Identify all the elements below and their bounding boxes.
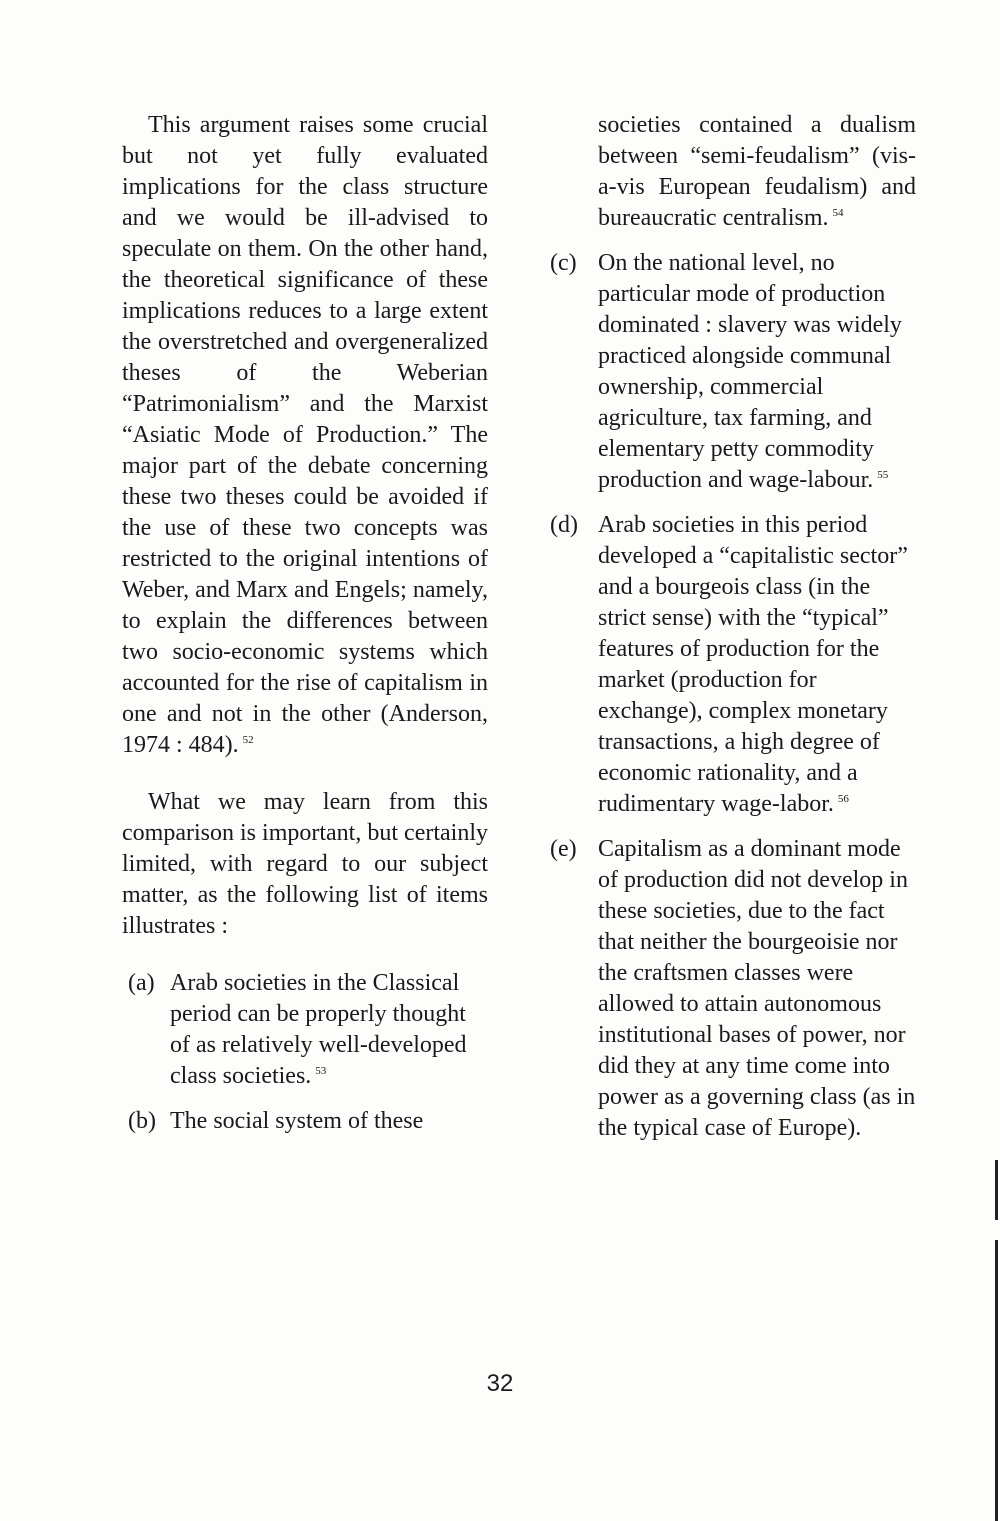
list-item-d	[550, 510, 916, 820]
list-marker: (c)	[550, 250, 577, 276]
footnote-ref: 56	[837, 793, 849, 805]
list-marker: (d)	[550, 512, 578, 538]
paragraph-argument: This argument raises some crucial but not yet fully evaluated implications for the class structure and we would be ill-advised to speculate on them. On the other hand, the theoretical significance of these implications reduces to a large extent the overstretched and overgeneralized theses of the Weberian “Patrimonialism” and the Marxist “Asiatic Mode of Production.” The major part of the debate concerning these two theses could be avoided if the use of these two concepts was restricted to the original intentions of Weber, and Marx and Engels; namely, to explain the differences between two socio-economic systems which accounted for the rise of capitalism in one and not in the other (Anderson, 1974 : 484). $^{52}$	[122, 112, 488, 758]
list-item-text: The social system of these	[170, 1108, 424, 1134]
list-item-text: Arab societies in this period developed a “capitalistic sector” and a bourgeois class (in the strict sense) with the “typical” features of production for the market (production for exchange), complex monetary transactions, a high degree of economic rationality, and a rudimentary wage-labor. $^{56}$	[598, 512, 908, 817]
list-item-a	[128, 968, 488, 1092]
paragraph-comparison: What we may learn from this comparison is important, but certainly limited, with regard to our subject matter, as the following list of items illustrates :	[122, 789, 488, 939]
list-marker: (a)	[128, 970, 155, 996]
scan-edge-mark	[995, 1160, 998, 1220]
page-number: 32	[486, 1370, 514, 1397]
list-marker: (b)	[128, 1108, 156, 1134]
footnote-ref: 53	[315, 1065, 327, 1077]
scan-edge-mark	[995, 1240, 998, 1521]
list-item-c	[550, 248, 916, 496]
list-item-e	[550, 834, 916, 1144]
list-item-b-continuation: societies contained a dualism between “semi-feudalism” (vis-a-vis European feudalism) and bureaucratic centralism. $^{54}$	[598, 112, 916, 231]
footnote-ref: 55	[877, 469, 889, 481]
footnote-ref: 52	[242, 734, 254, 746]
footnote-ref: 54	[832, 207, 844, 219]
list-item-text: Capitalism as a dominant mode of production did not develop in these societies, due to the fact that neither the bourgeoisie nor the craftsmen classes were allowed to attain autonomous institutional bases of power, nor did they at any time come into power as a governing class (as in the typical case of Europe).	[598, 836, 916, 1141]
right-column	[550, 110, 916, 1158]
left-column	[122, 110, 488, 1151]
list-item-b	[128, 1106, 488, 1137]
list-item-text: Arab societies in the Classical period can be properly thought of as relatively well-developed class societies. $^{53}$	[170, 970, 467, 1089]
list-marker: (e)	[550, 836, 577, 862]
list-item-text: On the national level, no particular mode of production dominated : slavery was widely practiced alongside communal ownership, commercial agriculture, tax farming, and elementary petty commodity production and wage-labour. $^{55}$	[598, 250, 902, 493]
